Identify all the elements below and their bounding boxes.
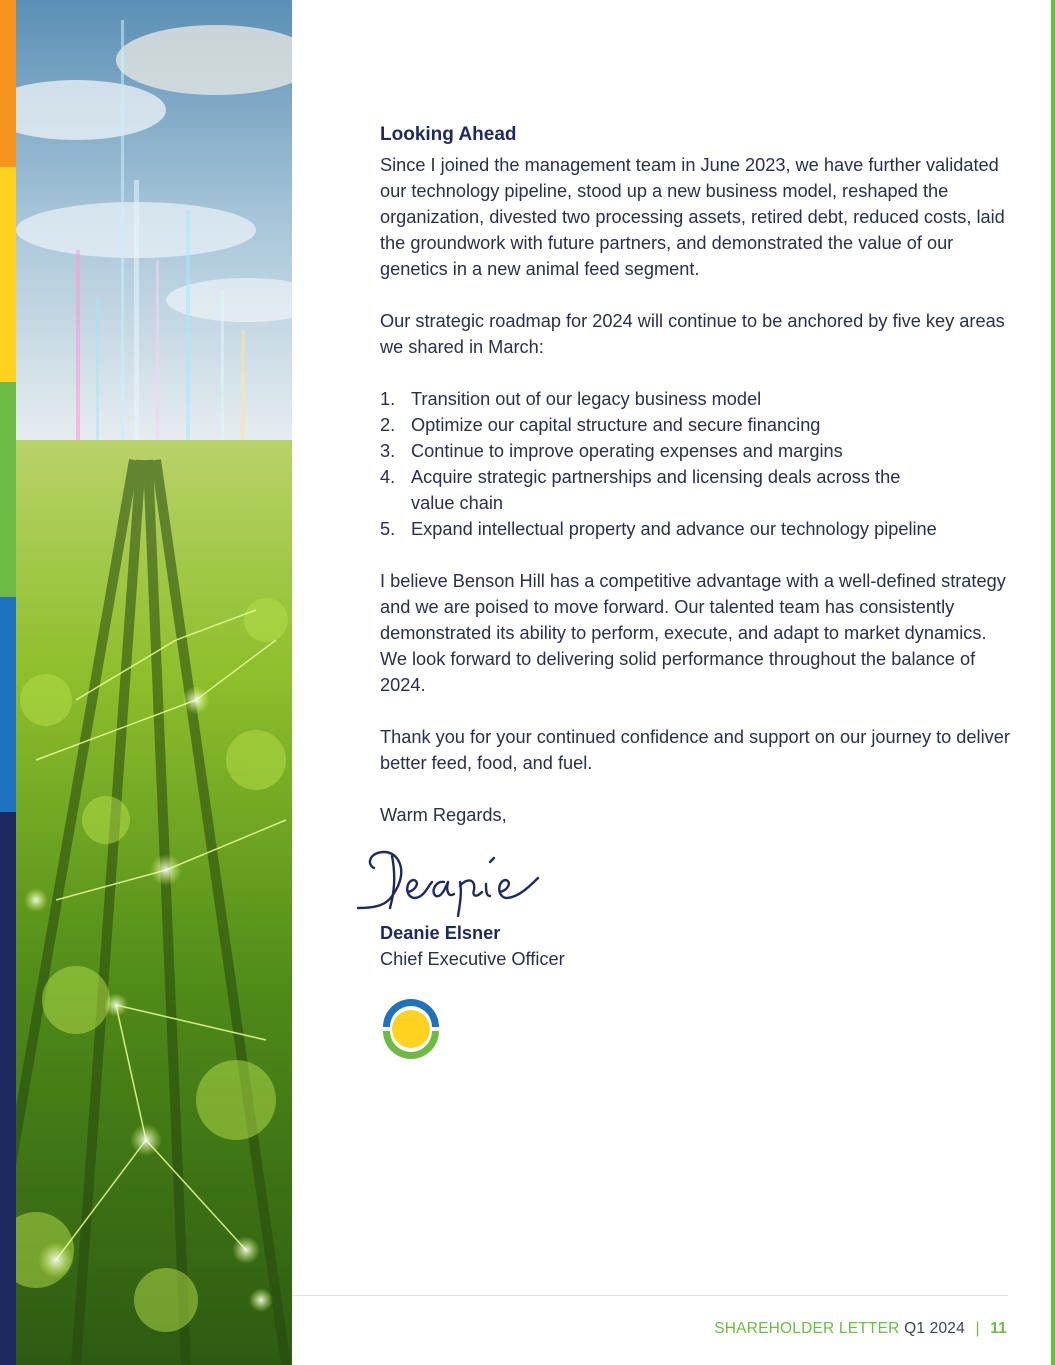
signature (354, 842, 1010, 920)
page-number: 11 (990, 1320, 1007, 1337)
list-item-number: 3. (380, 441, 396, 461)
footer-period: Q1 2024 (904, 1320, 965, 1337)
section-heading: Looking Ahead (380, 124, 517, 145)
paragraph-roadmap-intro: Our strategic roadmap for 2024 will continue to be anchored by five key areas we shared in March: (380, 311, 1005, 357)
footer-separator: | (975, 1320, 980, 1337)
footer-label: SHAREHOLDER LETTER (714, 1320, 900, 1337)
paragraph-intro: Since I joined the management team in June 2023, we have further validated our technology pipeline, stood up a new business model, reshaped the organization, divested two processing assets, retired debt, reduced costs, laid the groundwork with future partners, and demonstrated the value of our genetics in a new animal feed segment. (380, 155, 1005, 279)
list-item (380, 516, 1010, 542)
footer-divider (292, 1295, 1008, 1296)
list-item (380, 386, 1010, 412)
list-item-text: Expand intellectual property and advance our technology pipeline (411, 519, 937, 539)
letter-body (380, 124, 1010, 1065)
list-item (380, 464, 1010, 516)
list-item-text: Optimize our capital structure and secure financing (411, 415, 821, 435)
color-stripe (0, 0, 16, 1365)
stripe-yellow (0, 167, 16, 382)
list-item-text: Acquire strategic partnerships and licensing deals across the value chain (411, 467, 901, 513)
list-item-text: Transition out of our legacy business model (411, 389, 762, 409)
crop-field-image (16, 0, 292, 1365)
stripe-navy (0, 812, 16, 1365)
paragraph-thanks: Thank you for your continued confidence and support on our journey to deliver better feed, food, and fuel. (380, 727, 1010, 773)
page-footer (714, 1320, 1007, 1338)
stripe-blue (0, 597, 16, 812)
stripe-orange (0, 0, 16, 167)
benson-hill-logo-icon (380, 998, 1010, 1065)
list-item (380, 438, 1010, 464)
right-edge-accent (1051, 0, 1055, 1365)
stripe-green (0, 382, 16, 597)
signer-name: Deanie Elsner (380, 923, 501, 943)
list-item-number: 2. (380, 415, 396, 435)
list-item-text: Continue to improve operating expenses and margins (411, 441, 843, 461)
list-item-number: 1. (380, 389, 396, 409)
list-item-number: 4. (380, 467, 396, 487)
list-item (380, 412, 1010, 438)
list-item-number: 5. (380, 519, 396, 539)
roadmap-list (380, 386, 1010, 542)
paragraph-advantage: I believe Benson Hill has a competitive advantage with a well-defined strategy and we are poised to move forward. Our talented team has consistently demonstrated its ability to perform, execute, and adapt to market dynamics. We look forward to delivering solid performance throughout the balance of 2024. (380, 571, 1006, 695)
signoff: Warm Regards, (380, 805, 507, 825)
signer-title: Chief Executive Officer (380, 949, 565, 969)
